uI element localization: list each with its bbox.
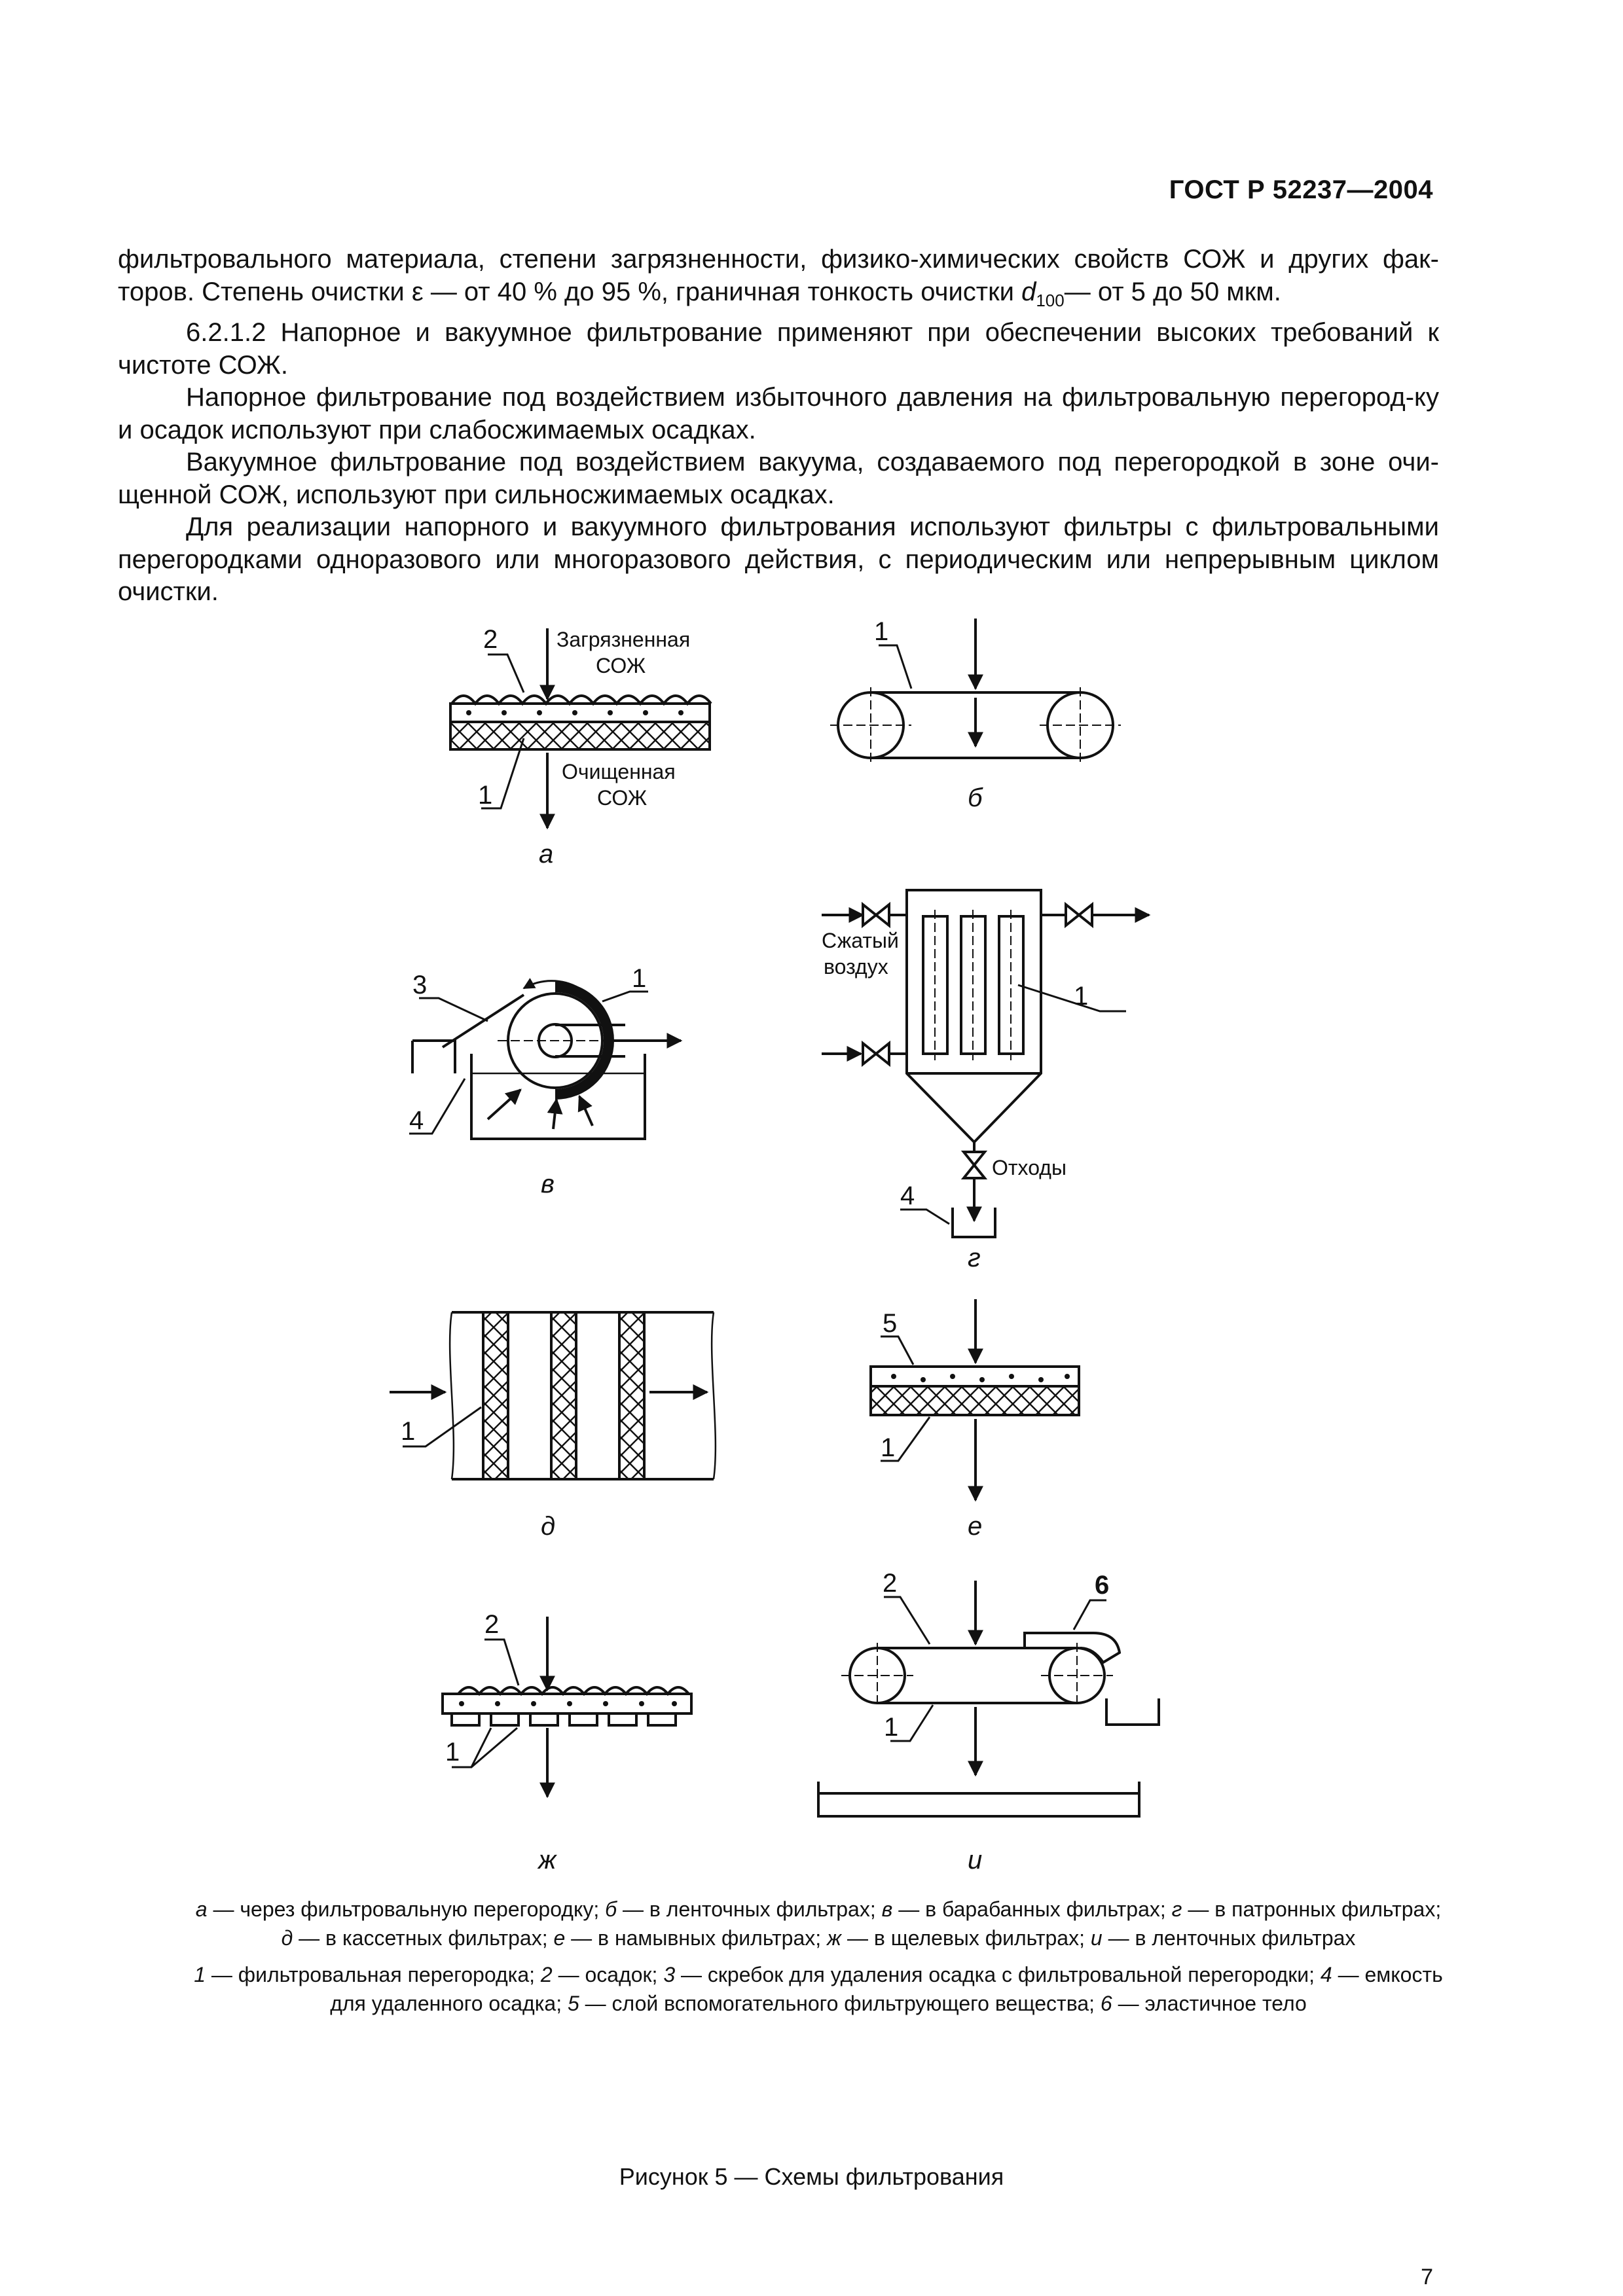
label-4: 4 <box>900 1181 915 1210</box>
caption-line-3 <box>98 1960 1539 1989</box>
caption-text: — осадок; <box>552 1963 664 1986</box>
label-1: 1 <box>445 1738 460 1767</box>
cassette <box>483 1312 508 1479</box>
label-2: 2 <box>883 1569 898 1598</box>
waste-valve <box>964 1152 985 1178</box>
label-air-2: воздух <box>824 955 888 978</box>
aux-layer <box>450 704 710 722</box>
paragraph-5: Для реализации напорного и вакуумного фильтрования используют фильтры с фильтровальными перегородками одноразового или многоразового действия, с периодическим или непрерывным циклом очистки. <box>118 512 1439 606</box>
label-6: 6 <box>1095 1571 1110 1600</box>
scheme-letter-b: б <box>968 783 983 812</box>
scheme-letter-g: г <box>968 1244 981 1272</box>
label-2: 2 <box>484 1610 500 1639</box>
valve-air-in <box>863 905 889 925</box>
layer-dots <box>466 710 684 715</box>
label-3: 3 <box>412 971 428 999</box>
collection-tank <box>818 1782 1139 1816</box>
inflow-arrow <box>579 1096 593 1126</box>
label-1: 1 <box>881 1433 896 1462</box>
cartridge-housing <box>907 890 1041 1142</box>
scheme-letter-zh: ж <box>538 1846 556 1874</box>
caption-key: ж <box>827 1926 842 1950</box>
leader-5 <box>881 1336 913 1365</box>
scheme-v <box>409 981 681 1139</box>
scheme-letter-v: в <box>541 1170 555 1198</box>
leader-1 <box>452 1728 517 1767</box>
paragraph-1-text: фильтровального материала, степени загрязненности, физико-химических свойств СОЖ и других фак-торов. Степень очистки ε — от 40 % до 95 %, граничная тонкость очистки <box>118 245 1439 306</box>
caption-key: 4 <box>1320 1963 1332 1986</box>
label-1: 1 <box>478 781 493 810</box>
label-air-1: Сжатый <box>822 929 899 952</box>
caption-text: — фильтровальная перегородка; <box>206 1963 541 1986</box>
caption-text: — через фильтровальную перегородку; <box>207 1897 606 1921</box>
caption-text: — в кассетных фильтрах; <box>293 1926 554 1950</box>
page-number: 7 <box>1421 2265 1433 2289</box>
leader-2 <box>884 1597 930 1644</box>
caption-text: — в патронных фильтрах; <box>1182 1897 1442 1921</box>
caption-line-2 <box>98 1924 1539 1952</box>
label-1: 1 <box>1074 982 1089 1011</box>
caption-text: — емкость <box>1332 1963 1443 1986</box>
label-1: 1 <box>884 1713 899 1742</box>
caption-key: а <box>195 1897 208 1921</box>
caption-key: 5 <box>567 1992 579 2015</box>
label-clean-1: Очищенная <box>562 760 676 783</box>
d-symbol: d <box>1021 277 1036 306</box>
label-dirty-2: СОЖ <box>596 654 646 677</box>
caption-text: — в щелевых фильтрах; <box>841 1926 1091 1950</box>
caption-line-4 <box>98 1989 1539 2018</box>
paragraph-3: Напорное фильтрование под воздействием избыточного давления на фильтровальную перегород-ку и осадок используют при слабосжимаемых осадках. <box>118 383 1439 444</box>
leader-1 <box>602 992 648 1001</box>
leader-1 <box>1018 985 1126 1011</box>
cassette <box>619 1312 644 1479</box>
caption-key: г <box>1171 1897 1182 1921</box>
paragraph-2: 6.2.1.2 Напорное и вакуумное фильтрование применяют при обеспечении высоких требований к чистоте СОЖ. <box>118 318 1439 380</box>
slot-supports <box>452 1713 676 1725</box>
label-1: 1 <box>874 617 889 646</box>
aux-layer <box>871 1367 1079 1386</box>
leader-2 <box>488 655 524 692</box>
caption-text: — слой вспомогательного фильтрующего вещества; <box>579 1992 1101 2015</box>
label-dirty-1: Загрязненная <box>556 628 691 651</box>
figure-title: Рисунок 5 — Схемы фильтрования <box>619 2163 1004 2190</box>
caption-key: д <box>281 1926 293 1950</box>
label-1: 1 <box>401 1417 416 1446</box>
filter-partition <box>871 1386 1079 1415</box>
label-clean-2: СОЖ <box>597 786 647 810</box>
leader-3 <box>419 998 488 1021</box>
label-4: 4 <box>409 1106 424 1135</box>
valve-outlet <box>1066 905 1092 925</box>
inflow-arrow <box>488 1090 520 1119</box>
leader-4 <box>900 1210 949 1224</box>
filter-partition <box>450 722 710 749</box>
sediment-trough <box>412 1041 455 1073</box>
caption-line-1 <box>98 1895 1539 1924</box>
scheme-d <box>390 1312 716 1479</box>
document-header: ГОСТ Р 52237—2004 <box>1169 175 1433 204</box>
caption-key: б <box>605 1897 617 1921</box>
scheme-e <box>871 1299 1079 1500</box>
leader-2 <box>484 1640 519 1685</box>
sediment-container <box>1106 1698 1159 1725</box>
inflow-arrow <box>553 1100 556 1129</box>
leader-6 <box>1074 1600 1106 1630</box>
scheme-zh <box>443 1617 691 1797</box>
valve-inlet <box>863 1043 889 1064</box>
caption-key: е <box>553 1926 566 1950</box>
scheme-letter-i: и <box>968 1846 983 1874</box>
cassette <box>551 1312 576 1479</box>
scheme-letter-d: д <box>541 1512 556 1541</box>
caption-key: и <box>1090 1926 1103 1950</box>
paragraph-4: Вакуумное фильтрование под воздействием вакуума, создаваемого под перегородкой в зоне очи-щенной СОЖ, используют при сильносжимаемых осадках. <box>118 448 1439 509</box>
scheme-i <box>818 1581 1159 1816</box>
caption-text: — в намывных фильтрах; <box>565 1926 828 1950</box>
caption-key: 3 <box>663 1963 676 1986</box>
caption-key: в <box>881 1897 893 1921</box>
caption-text: для удаленного осадка; <box>330 1992 568 2015</box>
caption-key: 1 <box>194 1963 206 1986</box>
caption-text: — скребок для удаления осадка с фильтровальной перегородки; <box>675 1963 1321 1986</box>
scheme-letter-e: е <box>968 1512 983 1541</box>
label-waste: Отходы <box>992 1156 1067 1179</box>
label-1: 1 <box>632 964 647 993</box>
label-2: 2 <box>483 625 498 654</box>
paragraph-1-end: — от 5 до 50 мкм. <box>1064 277 1281 306</box>
caption-text: — эластичное тело <box>1112 1992 1307 2015</box>
caption-text: — в ленточных фильтрах; <box>617 1897 882 1921</box>
label-5: 5 <box>883 1309 898 1338</box>
scheme-letter-a: а <box>539 840 554 869</box>
caption-key: 6 <box>1100 1992 1112 2015</box>
caption-text: — в барабанных фильтрах; <box>892 1897 1172 1921</box>
caption-text: — в ленточных фильтрах <box>1102 1926 1356 1950</box>
caption-key: 2 <box>540 1963 553 1986</box>
d-subscript: 100 <box>1036 290 1065 310</box>
leader-1 <box>879 645 911 689</box>
